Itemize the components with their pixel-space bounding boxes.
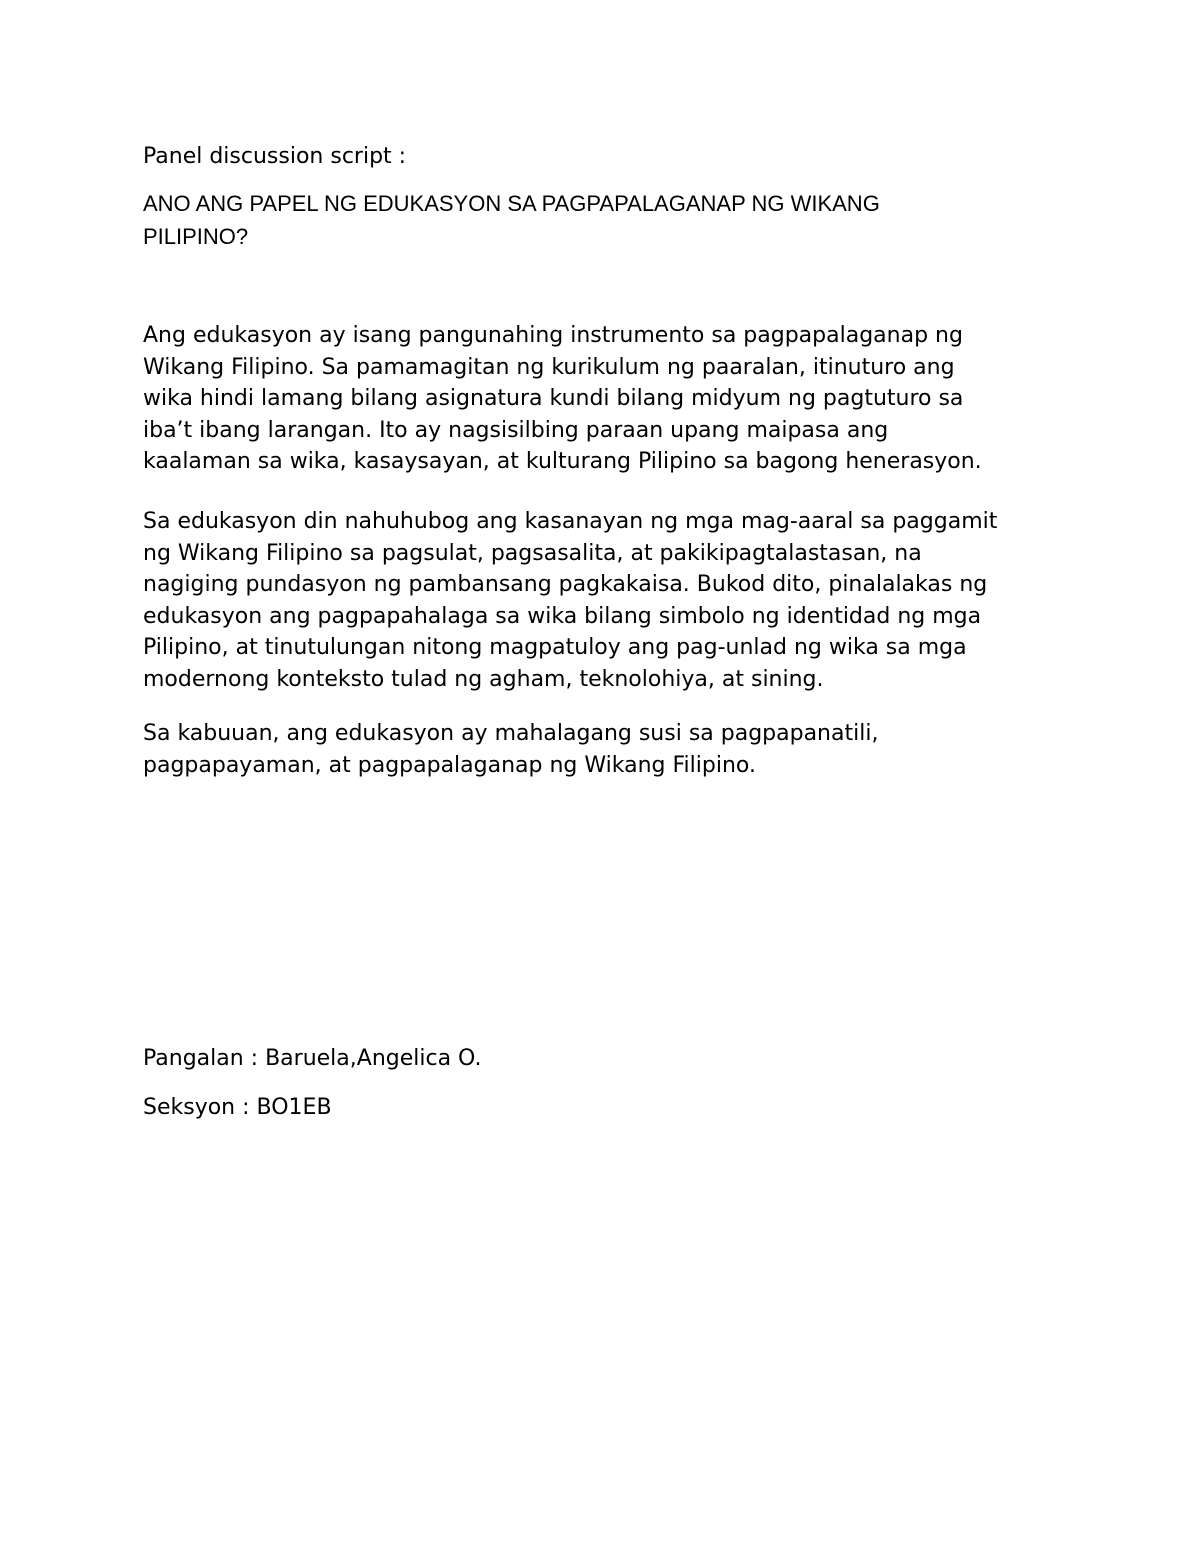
student-section bbox=[143, 1092, 1073, 1124]
paragraph-1 bbox=[143, 320, 1073, 478]
student-name-text: Pangalan : Baruela,Angelica O. bbox=[143, 1046, 482, 1071]
script-heading bbox=[143, 141, 1073, 173]
discussion-question bbox=[143, 187, 1073, 253]
student-section-text: Seksyon : BO1EB bbox=[143, 1095, 332, 1120]
paragraph-2-line: Pilipino, at tinutulungan nitong magpatuloy ang pag-unlad ng wika sa mga bbox=[143, 635, 967, 660]
paragraph-2-line: nagiging pundasyon ng pambansang pagkakaisa. Bukod dito, pinalalakas ng bbox=[143, 572, 988, 597]
paragraph-1-line: iba’t ibang larangan. Ito ay nagsisilbing paraan upang maipasa ang bbox=[143, 417, 889, 443]
paragraph-2-line: Sa edukasyon din nahuhubog ang kasanayan ng mga mag-aaral sa paggamit bbox=[143, 509, 998, 534]
paragraph-2 bbox=[143, 506, 1073, 695]
paragraph-3-line: Sa kabuuan, ang edukasyon ay mahalagang susi sa pagpapanatili, bbox=[143, 721, 879, 746]
paragraph-1-line: wika hindi lamang bilang asignatura kundi bilang midyum ng pagtuturo sa bbox=[143, 386, 964, 411]
paragraph-2-line: edukasyon ang pagpapahalaga sa wika bilang simbolo ng identidad ng mga bbox=[143, 603, 982, 629]
question-line-2: PILIPINO? bbox=[143, 224, 249, 249]
paragraph-3-line: pagpapayaman, at pagpapalaganap ng Wikang Filipino. bbox=[143, 752, 756, 778]
paragraph-2-line: modernong konteksto tulad ng agham, teknolohiya, at sining. bbox=[143, 666, 824, 692]
script-heading-text: Panel discussion script : bbox=[143, 144, 407, 169]
question-line-1: ANO ANG PAPEL NG EDUKASYON SA PAGPAPALAGANAP NG WIKANG bbox=[143, 191, 880, 216]
paragraph-3 bbox=[143, 718, 1073, 781]
student-name bbox=[143, 1043, 1073, 1075]
paragraph-1-line: Wikang Filipino. Sa pamamagitan ng kurikulum ng paaralan, itinuturo ang bbox=[143, 354, 955, 380]
paragraph-2-line: ng Wikang Filipino sa pagsulat, pagsasalita, at pakikipagtalastasan, na bbox=[143, 540, 922, 566]
paragraph-1-line: kaalaman sa wika, kasaysayan, at kulturang Pilipino sa bagong henerasyon. bbox=[143, 449, 982, 474]
paragraph-1-line: Ang edukasyon ay isang pangunahing instrumento sa pagpapalaganap ng bbox=[143, 323, 963, 348]
